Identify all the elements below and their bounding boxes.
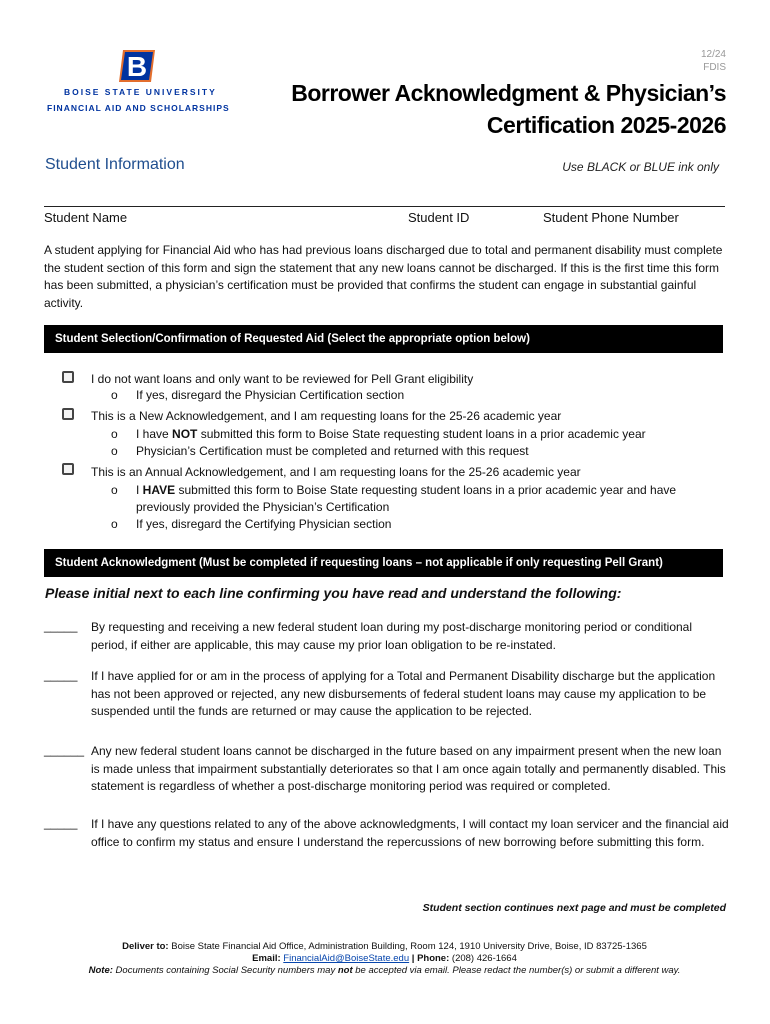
boise-state-logo-icon (117, 48, 157, 84)
sub-bullet: o (111, 483, 118, 497)
logo-department-name: FINANCIAL AID AND SCHOLARSHIPS (47, 103, 230, 113)
option-pell-only-sub: o If yes, disregard the Physician Certification section (111, 388, 405, 402)
option-pell-only-checkbox[interactable] (62, 371, 74, 383)
footer-contact: Email: FinancialAid@BoiseState.edu | Phone: (208) 426-1664 (252, 953, 517, 964)
student-phone-label: Student Phone Number (543, 210, 679, 225)
acknowledgment-section-bar: Student Acknowledgment (Must be completed if requesting loans – not applicable if only requesting Pell Grant) (44, 549, 723, 577)
intro-paragraph: A student applying for Financial Aid who has had previous loans discharged due to total and permanent disability must complete the student section of this form and sign the statement that any new loans cannot be discharged. If this is the first time this form has been submitted, a physician’s certification must be provided that confirms the student can engage in substantial gainful activity. (44, 243, 723, 310)
option-annual-ack-sub-2: o If yes, disregard the Certifying Physician section (111, 517, 392, 531)
acknowledgment-item-2: If I have applied for or am in the process of applying for a Total and Permanent Disability discharge but the application has not been approved or rejected, any new disbursements of federal student loans may cause my application to be suspended until the funds are returned or may cause the application to be rejected. (91, 669, 716, 718)
option-new-ack-checkbox[interactable] (62, 408, 74, 420)
option-new-ack-sub-2: o Physician’s Certification must be completed and returned with this request (111, 444, 529, 458)
acknowledgment-item-1: By requesting and receiving a new federal student loan during my post-discharge monitoring period or conditional period, if either are applicable, this may cause my prior loan obligation to be re-instated. (91, 620, 693, 652)
initial-blank-2[interactable]: _____ (44, 668, 78, 682)
email-link[interactable]: FinancialAid@BoiseState.edu (283, 953, 410, 964)
option-new-ack-sub-1: o I have NOT submitted this form to Boise State requesting student loans in a prior academic year (111, 427, 646, 441)
initial-blank-4[interactable]: _____ (44, 816, 78, 830)
student-information-heading: Student Information (45, 156, 185, 173)
option-annual-ack-sub-1: o I HAVE submitted this form to Boise State requesting student loans in a prior academic year and have previously provided the Physician’s Certification (111, 483, 677, 514)
footer-deliver-to: Deliver to: Boise State Financial Aid Office, Administration Building, Room 124, 1910 University Drive, Boise, ID 83725-1365 (122, 941, 647, 952)
option-pell-only-label: I do not want loans and only want to be reviewed for Pell Grant eligibility (91, 372, 474, 386)
logo-university-name: BOISE STATE UNIVERSITY (64, 87, 217, 97)
initial-blank-3[interactable]: ______ (44, 743, 85, 757)
revision-date: 12/24 (700, 49, 726, 60)
option-new-ack-label: This is a New Acknowledgement, and I am requesting loans for the 25-26 academic year (91, 409, 562, 423)
revision-code: FDIS (703, 62, 726, 73)
form-title-line2: Certification 2025-2026 (486, 112, 726, 138)
acknowledgment-item-4: If I have any questions related to any of the above acknowledgments, I will contact my loan servicer and the financial aid office to confirm my status and ensure I understand the repercussions of new borrowing before submitting this form. (91, 817, 729, 849)
selection-section-bar: Student Selection/Confirmation of Requested Aid (Select the appropriate option below) (44, 325, 723, 353)
student-name-label: Student Name (44, 210, 128, 225)
option-annual-ack-label: This is an Annual Acknowledgement, and I am requesting loans for the 25-26 academic year (91, 465, 581, 479)
continue-note: Student section continues next page and must be completed (422, 902, 726, 914)
option-annual-ack-checkbox[interactable] (62, 463, 74, 475)
initial-blank-1[interactable]: _____ (44, 619, 78, 633)
form-title-line1: Borrower Acknowledgment & Physician’s (291, 80, 726, 106)
acknowledgment-item-3: Any new federal student loans cannot be discharged in the future based on any impairment present when the new loan is made unless that impairment substantially deteriorates so that I am once again totally and permanently disabled. This statement is regardless of whether a post-discharge monitoring period was required or completed. (91, 744, 726, 793)
svg-text:B: B (126, 51, 148, 82)
student-info-signature-line[interactable] (44, 206, 725, 207)
footer-note: Note: Documents containing Social Security numbers may not be accepted via email. Please redact the number(s) or submit a different way. (88, 965, 681, 976)
sub-bullet: o (111, 444, 118, 458)
sub-bullet: o (111, 427, 118, 441)
student-id-label: Student ID (408, 210, 470, 225)
sub-bullet: o (111, 388, 118, 402)
sub-bullet: o (111, 517, 118, 531)
ink-note: Use BLACK or BLUE ink only (562, 160, 719, 174)
acknowledgment-instruction: Please initial next to each line confirming you have read and understand the following: (45, 585, 622, 601)
